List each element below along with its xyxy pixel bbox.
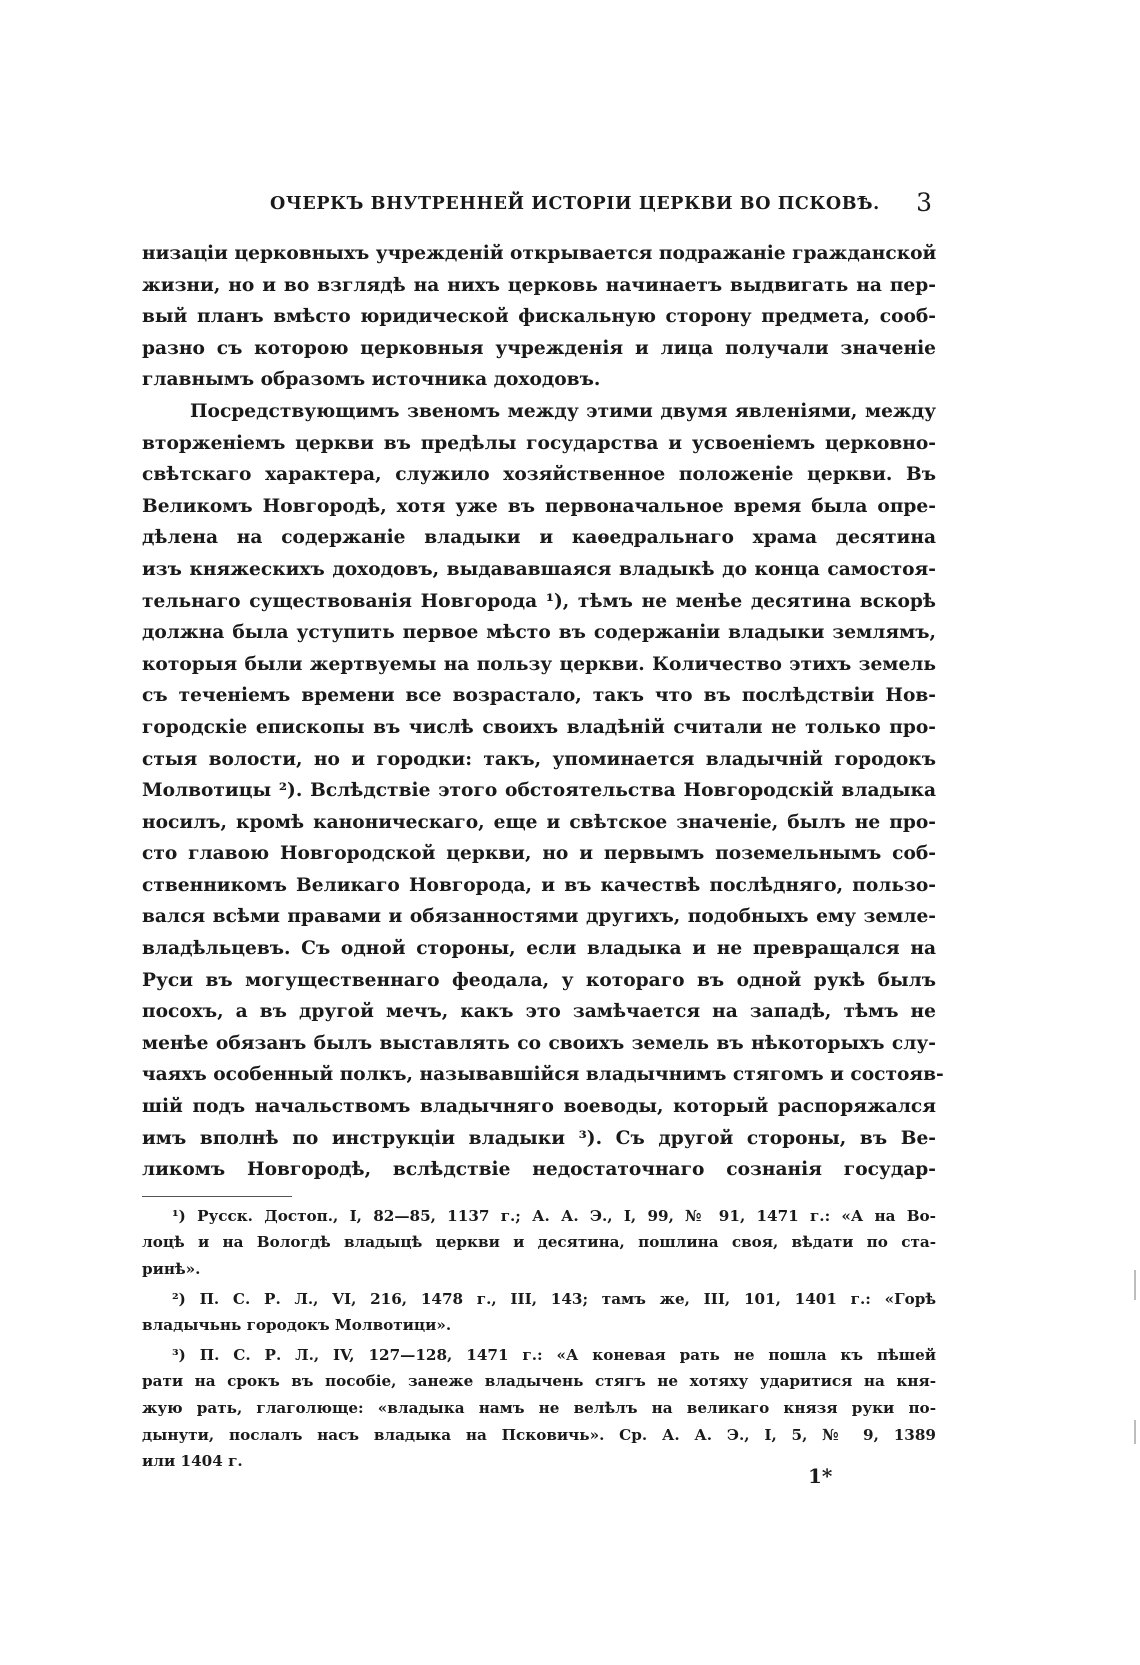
scan-edge-mark [1134, 1270, 1136, 1300]
page-header [142, 188, 936, 222]
page-number: 3 [916, 188, 932, 217]
text-line: главнымъ образомъ источника доходовъ. [142, 369, 601, 391]
text-line: съ теченіемъ времени все возрастало, такъ что въ послѣдствіи Нов- [142, 685, 936, 707]
text-line: должна была уступить первое мѣсто въ содержаніи владыки землямъ, [142, 622, 936, 644]
footnote-line: ринѣ». [142, 1260, 201, 1278]
book-page [142, 188, 944, 1475]
footnote-separator [142, 1196, 292, 1197]
text-line: имъ вполнѣ по инструкціи владыки ³). Съ другой стороны, въ Ве- [142, 1127, 936, 1149]
footnote-line: ¹) Русск. Достоп., I, 82—85, 1137 г.; А. А. Э., I, 99, № 91, 1471 г.: «А на Во- [172, 1206, 936, 1225]
text-line: дѣлена на содержаніе владыки и каѳедральнаго храма десятина [142, 527, 936, 549]
text-line: Руси въ могущественнаго феодала, у котораго въ одной рукѣ былъ [142, 969, 936, 991]
text-line: чаяхъ особенный полкъ, называвшійся владычнимъ стягомъ и состояв- [142, 1064, 944, 1086]
text-line: шій подъ начальствомъ владычняго воеводы, который распоряжался [142, 1096, 936, 1118]
footnote-line: ³) П. С. Р. Л., IV, 127—128, 1471 г.: «А коневая рать не пошла къ пѣшей [172, 1345, 936, 1364]
footnote-line: или 1404 г. [142, 1452, 243, 1471]
text-line: менѣе обязанъ былъ выставлять со своихъ земель въ нѣкоторыхъ слу- [142, 1032, 936, 1054]
text-line: носилъ, кромѣ каноническаго, еще и свѣтское значеніе, былъ не про- [142, 811, 936, 833]
text-line: свѣтскаго характера, служило хозяйственное положеніе церкви. Въ [142, 464, 936, 486]
text-line: стыя волости, но и городки: такъ, упоминается владычній городокъ [142, 748, 936, 770]
text-line: Молвотицы ²). Вслѣдствіе этого обстоятельства Новгородскій владыка [142, 780, 936, 802]
text-line: владѣльцевъ. Съ одной стороны, если владыка и не превращался на [142, 938, 936, 960]
text-line: Великомъ Новгородѣ, хотя уже въ первоначальное время была опре- [142, 495, 936, 517]
scan-edge-mark [1134, 1420, 1136, 1444]
text-line: ликомъ Новгородѣ, вслѣдствіе недостаточнаго сознанія государ- [142, 1159, 936, 1181]
text-line: сто главою Новгородской церкви, но и первымъ поземельнымъ соб- [142, 843, 936, 865]
footnote-line: рати на срокъ въ пособіе, занеже владычень стягъ не хотяху ударитися на кня- [142, 1372, 936, 1391]
footnote-line: жую рать, глаголюще: «владыка намъ не велѣлъ на великаго князя руки по- [142, 1398, 936, 1417]
signature-mark: 1* [808, 1464, 833, 1488]
footnote-3 [142, 1342, 936, 1475]
text-line: ственникомъ Великаго Новгорода, и въ качествѣ послѣдняго, пользо- [142, 874, 936, 896]
footnote-line: лоцѣ и на Вологдѣ владыцѣ церкви и десятина, пошлина своя, вѣдати по ста- [142, 1233, 936, 1252]
text-line: жизни, но и во взглядѣ на нихъ церковь начинаетъ выдвигать на пер- [142, 274, 936, 296]
text-line: вался всѣми правами и обязанностями другихъ, подобныхъ ему земле- [142, 906, 936, 928]
footnotes [142, 1203, 936, 1475]
text-line: вый планъ вмѣсто юридической фискальную сторону предмета, сооб- [142, 306, 936, 328]
body-text [142, 238, 944, 1186]
text-line: посохъ, а въ другой мечъ, какъ это замѣчается на западѣ, тѣмъ не [142, 1001, 936, 1023]
text-line: которыя были жертвуемы на пользу церкви. Количество этихъ земель [142, 653, 936, 675]
footnote-line: дынути, послалъ насъ владыка на Псковичь». Ср. А. А. Э., I, 5, № 9, 1389 [142, 1425, 936, 1444]
text-line: тельнаго существованія Новгорода ¹), тѣмъ не менѣе десятина вскорѣ [142, 590, 936, 612]
footnote-line: ²) П. С. Р. Л., VI, 216, 1478 г., III, 143; тамъ же, III, 101, 1401 г.: «Горѣ [172, 1289, 936, 1308]
running-title: ОЧЕРКЪ ВНУТРЕННЕЙ ИСТОРІИ ЦЕРКВИ ВО ПСКОВѢ. [270, 194, 880, 214]
footnote-line: владычьнь городокъ Молвотици». [142, 1316, 452, 1335]
text-line: низаціи церковныхъ учрежденій открывается подражаніе гражданской [142, 243, 937, 264]
paragraph-start-line: Посредствующимъ звеномъ между этими двумя явленіями, между [190, 400, 936, 422]
text-line: городскіе епископы въ числѣ своихъ владѣній считали не только про- [142, 716, 936, 738]
footnote-1 [142, 1203, 936, 1283]
text-line: вторженіемъ церкви въ предѣлы государства и усвоеніемъ церковно- [142, 432, 936, 454]
text-line: изъ княжескихъ доходовъ, выдававшаяся владыкѣ до конца самостоя- [142, 558, 936, 580]
footnote-2 [142, 1286, 936, 1339]
text-line: разно съ которою церковныя учрежденія и лица получали значеніе [142, 337, 936, 359]
